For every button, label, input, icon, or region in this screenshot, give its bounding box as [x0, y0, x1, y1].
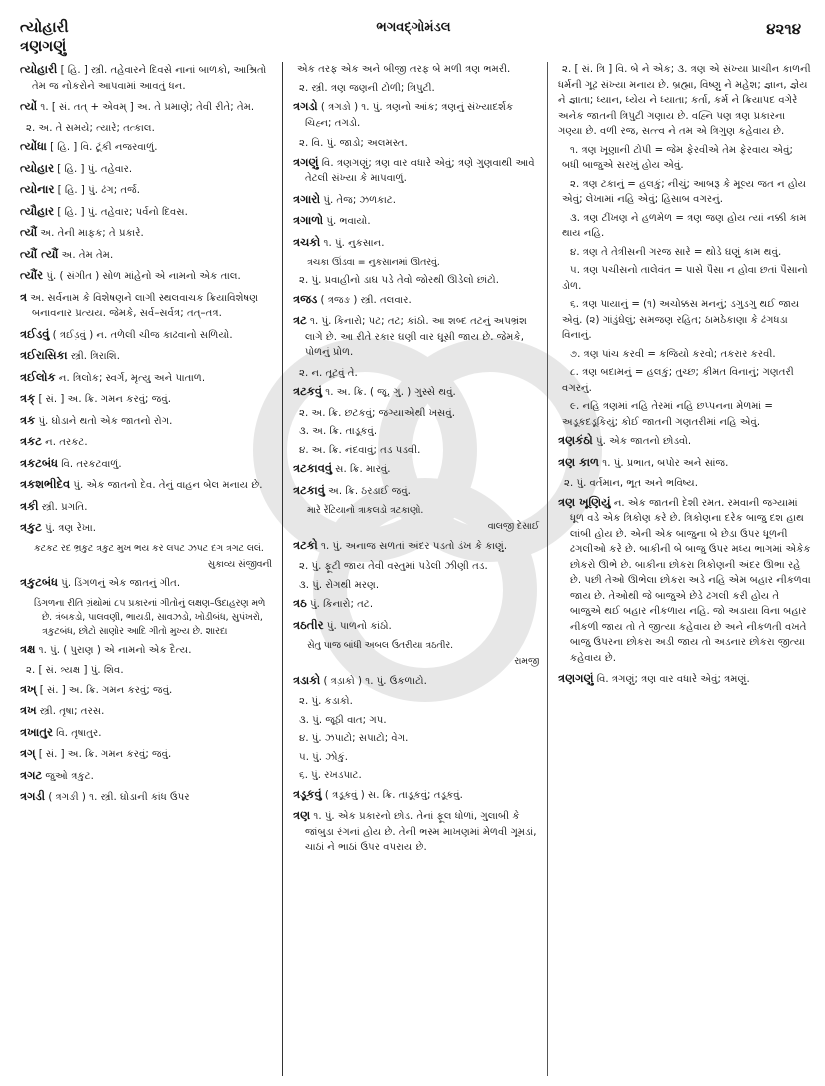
definition: અ. ક્રિ. ઠરડાઈ જવું. [324, 485, 411, 497]
definition: ( ત્રડ઼ાકો ) ૧. પું. ઉકળાટો. [320, 675, 427, 687]
definition: ( ત્રડ઼ૂકવું ) સ. ક્રિ. તાડૂકવું; તડૂકવું. [321, 789, 463, 801]
headword: ત્રખ્ [20, 681, 37, 696]
dictionary-columns [20, 62, 811, 1076]
dictionary-entry [20, 370, 272, 387]
headword: ત્રકી [20, 498, 39, 513]
headword: ત્રડૂકવું [293, 786, 322, 801]
dictionary-entry [20, 62, 272, 94]
definition: અ. સર્વનામ કે વિશેષણને લાગી સ્થલવાચક ક્રિયાવિશેષણ બનાવનાર પ્રત્યય. જેમકે, સર્વ–સર્વત્ર; તત્–તત્ર. [27, 292, 259, 319]
dictionary-entry [293, 99, 539, 131]
definition: વિ. તૃષાતુર. [52, 727, 102, 739]
idiom-entry: ૨. ત્રણ ટકાનું = હલકું; નીચું; આબરૂ કે મૂલ્ય જત ન હોય એવું; લેખામાં નહિ એવું; હિસાબ વગરનું. [562, 178, 807, 205]
definition: પું. એક જાતનો દેવ. તેનું વાહન બેલ મનાય છે. [70, 480, 263, 491]
dictionary-entry [20, 327, 272, 344]
sense-definition: ૪. અ. ક્રિ. નંદવાવું; તડ પડવી. [299, 444, 421, 456]
dictionary-entry [293, 461, 539, 478]
definition: પું. ત્રણ રેખા. [41, 523, 96, 534]
definition: પું. કિનારો; તટ. [306, 599, 374, 610]
dictionary-entry [293, 384, 539, 401]
definition: [ હિ. ] પું. તહેવાર; પર્વનો દિવસ. [54, 206, 188, 218]
sense-definition: ૨. વિ. પું. જાડો; અલમસ્ત. [299, 138, 408, 149]
definition: ( ત્રગઙી ) ૧. સ્ત્રી. ઘોડાની કાંધ ઉપર [45, 792, 190, 803]
headword: ત્રડાકો [293, 672, 321, 687]
citation-author: સુકાવ્ય સંજીવની [207, 558, 272, 570]
definition: સ્ત્રી. તૃષા; તરસ. [36, 706, 105, 717]
headword: ત્યોંધા [20, 139, 47, 153]
headword: ત્રક [20, 412, 36, 427]
sense-definition: ૪. પું. ઝપાટો; સપાટો; વેગ. [299, 733, 409, 744]
headword: ત્રણકંઠો [558, 433, 593, 447]
idiom-entry: ૬. ત્રણ પાયાનું = (૧) અચોક્કસ મનનું; ડગુડગુ થઈ જાય એવું. (૨) ગાંડુંઘેલું; સમજણ રહિત; ઠામઠેકાણા કે ઢંગધડા વિનાનું. [562, 299, 800, 341]
idiom-entry: ૪. ત્રણ તે તેત્રીસની ગરજ સારે = થોડે ઘણું કામ થવું. [570, 246, 782, 258]
dictionary-entry [293, 292, 539, 309]
dictionary-entry [293, 155, 539, 187]
dictionary-entry [558, 433, 811, 450]
dictionary-entry [20, 225, 272, 242]
headword: ત્યોહારી [20, 62, 58, 76]
sense-definition: ૨. અ. ક્રિ. છટકવું; જગ્યાએથી ખસવું. [299, 407, 455, 419]
dictionary-entry [293, 538, 539, 555]
dictionary-entry [20, 575, 272, 592]
headword: ત્રચકો [293, 234, 321, 249]
definition: [ હિ. ] વિ. ટૂંકી નજરવાળું. [46, 142, 158, 153]
definition: ( ત્રજઙ ) સ્ત્રી. તલવાર. [317, 294, 412, 306]
dictionary-entry [20, 290, 272, 322]
dictionary-entry [293, 213, 539, 230]
dictionary-entry [293, 673, 539, 690]
dictionary-entry [293, 313, 539, 361]
dictionary-entry [20, 682, 272, 699]
definition: પું. તેજ; ઝળકાટ. [320, 194, 397, 206]
idiom-entry: ૭. ત્રણ પાંચ કરવી = કજિયો કરવો; તકરાર કરવી. [570, 348, 776, 360]
definition: પું. એક જાતનો છોડવો. [592, 436, 692, 447]
definition: પું. ભવાયો. [323, 216, 371, 227]
definition: પું. પાળનો કાંઠો. [323, 620, 392, 632]
column-right [548, 62, 811, 1076]
headword: ત્રગારો [293, 191, 321, 206]
definition: ૧. પું. કિનારો; પટ; તટ; કાંઠો. આ શબ્દ તટનું અપભ્રંશ લાગે છે. આ રીતે રકાર ઘણી વાર ઘૂસી જાય છે. જેમકે, પોળનું પ્રોળ. [305, 316, 527, 358]
definition: પું. ( સંગીત ) સોળ માંહેનો એ નામનો એક તાલ. [43, 271, 241, 282]
headword: ત્રઈલોક [20, 369, 56, 384]
definition: ૧. પું. નુકસાન. [320, 237, 385, 249]
sense-definition: ૬. પું. રખડપાટ. [299, 770, 362, 781]
sense-definition: ૨. પું. ફૂટી જાય તેવી વસ્તુમાં પડેલી ઝીણી તડ. [299, 561, 488, 572]
sense-definition: ૨. [ સં. ત્ર્યક્ષ ] પું. શિવ. [26, 665, 124, 676]
headword: ત્રઈડવું [20, 326, 50, 341]
headword: ત્રકટ [20, 434, 42, 448]
definition: પું. ડિંગળનું એક જાતનું ગીત. [58, 578, 181, 589]
column-left [20, 62, 282, 1076]
definition: અ. તેની માફક; તે પ્રકારે. [37, 228, 144, 239]
idiom-entry: ૩. ત્રણ ટીંખણ ને હળમેળ = ત્રણ જણ હોય ત્યાં નક્કી કામ થાય નહિ. [562, 212, 807, 239]
headword: ત્રજડ [293, 291, 318, 306]
headword: ત્રકશભીદેવ [20, 477, 71, 491]
headword: ત્રગ્ [20, 746, 36, 760]
dictionary-entry [20, 391, 272, 408]
dictionary-entry [20, 520, 272, 537]
definition: ૧. પું. પ્રભાત, બપોર અને સાંજ. [599, 457, 729, 469]
dictionary-entry [293, 192, 539, 209]
sense-definition: ૩. અ. ક્રિ. તાડૂકવું. [299, 426, 378, 437]
sense-definition: ૫. પું. ઝોકું. [299, 751, 348, 763]
definition: ( ત્રગઙો ) ૧. પું. ત્રણનો આંક; ત્રણનું સંખ્યાદર્શક ચિહ્ન; તગડો. [305, 102, 514, 129]
sense-definition: ૨. ન. તૂટવું તે. [299, 367, 358, 379]
dictionary-entry [20, 456, 272, 473]
dictionary-entry [20, 642, 272, 659]
headword: ત્રકુટબંધ [20, 575, 59, 589]
headword: ત્રણ કાળ [558, 454, 600, 469]
dictionary-entry [20, 703, 272, 720]
citation-author: વાલજી દેસાઈ [487, 521, 539, 532]
headword: ત્રખ [20, 703, 37, 717]
idiom-entry: ૮. ત્રણ બદામનું = હલકું; તુચ્છ; કીમત વિનાનું; ગણતરી વગરનું. [562, 367, 794, 394]
sense-definition: ૨. પું. વર્તમાન, ભૂત અને ભવિષ્ય. [564, 478, 698, 489]
dictionary-entry [20, 99, 272, 116]
page-number: ૪૨૧૪ [766, 20, 801, 38]
headword: ત્યૌં ત્યૌં [20, 246, 59, 261]
citation-quote: ડિંગળના રીતિ ગ્રંથોમાં ૮૫ પ્રકારનાં ગીતોનું લક્ષણ–ઉદાહરણ મળે છે. ત્રંબકડો, પાલવણી, ભાયડી, સાવઝડો, ખોડીબંધ, સુપંખરો, ત્રકુટબંધ, છોટો સાણોર આદિ ગીતો મુખ્ય છે. શારદા [34, 597, 266, 637]
headword: ત્યૌં [20, 225, 38, 239]
headword: ત્રકટબંધ [20, 455, 59, 470]
citation-quote: સેતુ પાજ બાંધી અબલ ઉતરીયા ત્રઠતીર. [307, 640, 454, 651]
dictionary-entry [20, 348, 272, 365]
dictionary-entry [20, 182, 272, 199]
dictionary-entry [20, 247, 272, 264]
citation-quote: કટકટ રદ ભ્રકુટ ત્રકુટ મુખ ભય કર લપટ ઝપટ દગ ત્રગટ લલં. [34, 542, 264, 554]
dictionary-entry [20, 413, 272, 430]
citation-quote: ત્રચકા ઊંડવા = નુકસાનમાં ઊતરવું. [307, 257, 440, 268]
definition: વિ. ત્રગણું; ત્રણ વાર વધારે એવું; ત્રમણું. [593, 674, 750, 685]
definition: જુઓ ત્રકુટ. [42, 770, 94, 782]
definition: [ હિ. ] સ્ત્રી. તહેવારને દિવસે નાનાં બાળકો, આશ્રિતો તેમ જ નોકરોને આપવામાં આવતું ધન. [32, 65, 267, 92]
definition: સ્ત્રી. પ્રગતિ. [38, 501, 88, 513]
dictionary-entry [20, 204, 272, 221]
headword: ત્રણ [293, 808, 311, 822]
dictionary-entry [293, 618, 539, 635]
dictionary-entry [558, 455, 811, 472]
headword: ત્રટકાવવું [293, 461, 333, 475]
running-title: ભગવદ્ગોમંડલ [376, 20, 451, 35]
headword: ત્રકુટ [20, 520, 42, 534]
headword: ત્રગડી [20, 789, 46, 803]
sense-definition: ૩. પું. જૂઠી વાત; ગપ. [299, 714, 387, 726]
dictionary-entry [20, 161, 272, 178]
headword: ત્રણ ખૂણિયું [558, 494, 611, 509]
guide-word-first: ત્યોહારી [20, 18, 69, 36]
citation-quote: મારે રેંટિયાનો ત્રાકલડો ત્રટકાણો. [307, 505, 424, 516]
headword: ત્રટકાવું [293, 482, 325, 497]
headword: ત્યૌહાર [20, 203, 55, 218]
sense-definition: ૨. પું. પ્રવાહીનો ડાઘ પડે તેવો જોરથી ઊડેલો છાંટો. [299, 275, 499, 286]
headword: ત્યોહાર [20, 160, 55, 175]
headword: ત્યોનાર [20, 182, 55, 196]
definition: સ. ક્રિ. મારવું. [332, 464, 391, 475]
definition: ( ત્રઈડ઼વું ) ન. તળેલી ચીજ કાઢવાનો સળિયો. [49, 329, 233, 341]
definition: [ સં. ] અ. ક્રિ. ગમન કરવું; જવું. [35, 394, 171, 405]
idiom-entry: ૯. નહિ ત્રણમાં નહિ તેરમાં નહિ છપ્પનના મેળમાં = અડૂકદડૂકિયું; કોઈ જાતની ગણતરીમાં નહિ એવું. [562, 401, 773, 428]
definition: [ હિ. ] પું. ઢંગ; તર્જ. [54, 185, 141, 196]
page-header [20, 18, 807, 62]
headword: ત્રક્ષ [20, 641, 36, 656]
sense-definition: ૨. સ્ત્રી. ત્રણ જણની ટોળી; ત્રિપુટી. [299, 82, 435, 94]
continued-text: એક તરફ એક અને બીજી તરફ બે મળી ત્રણ ભમરી. [297, 64, 511, 75]
definition: [ હિ. ] પું. તહેવાર. [54, 163, 133, 175]
dictionary-entry [20, 434, 272, 451]
headword: ત્રગડો [293, 99, 318, 113]
headword: ત્યૌંર [20, 268, 44, 282]
headword: ત્રટકવું [293, 384, 323, 398]
definition: વિ. ત્રણગણું; ત્રણ વાર વધારે એવું; ત્રણે ગુણવાથી આવે તેટલી સંખ્યા કે માપવાળું. [305, 157, 535, 184]
dictionary-entry [20, 499, 272, 516]
headword: ત્રઠતીર [293, 617, 324, 632]
headword: ત્રગટ [20, 767, 43, 782]
dictionary-entry [20, 768, 272, 785]
definition: ૧. [ સં. તત્ + એવમ્ ] અ. તે પ્રમાણે; તેવી રીતે; તેમ. [37, 102, 255, 113]
dictionary-entry [20, 789, 272, 806]
sense-definition: ૨. અ. તે સમયે; ત્યારે; તત્કાલ. [26, 122, 155, 134]
definition: ન. ત્રિલોક; સ્વર્ગ, મૃત્યુ અને પાતાળ. [55, 372, 206, 384]
dictionary-entry [20, 268, 272, 285]
definition: અ. તેમ તેમ. [58, 249, 114, 261]
definition: પું. ઘોડાને થતો એક જાતનો રોગ. [35, 415, 173, 427]
headword: ત્રટ [293, 313, 307, 327]
column-middle [282, 62, 548, 1076]
definition: ૧. પું. ( પુરાણ ) એ નામનો એક દૈત્ય. [35, 644, 192, 656]
headword: ત્રગણું [293, 154, 319, 169]
idiom-entry: ૧. ત્રણ ખૂણાની ટોપી = જેમ ફેરવીએ તેમ ફેરવાય એવું; બધી બાજુએ સરખું હોય એવું. [562, 144, 793, 171]
definition: ૧. પું. અનાજ સળતાં અંદર પડતો ડંખ કે કાણું. [317, 540, 508, 552]
headword: ત્યોં [20, 99, 38, 113]
definition: [ સં. ] અ. ક્રિ. ગમન કરવું; જવું. [36, 684, 173, 696]
headword: ત્રખાતુર [20, 724, 53, 739]
dictionary-entry [20, 139, 272, 156]
definition: ૧. અ. ક્રિ. ( જૂ. ગુ. ) ગુસ્સે થવું. [322, 387, 456, 398]
dictionary-entry [558, 671, 811, 688]
headword: ત્ર [20, 289, 28, 304]
dictionary-entry [558, 495, 811, 667]
dictionary-entry [293, 808, 539, 856]
headword: ત્રગાળો [293, 213, 324, 227]
headword: ત્રઈરાસિકા [20, 348, 68, 362]
idiom-entry: ૫. ત્રણ પચીસનો તાલેવંત = પાસે પૈસા ન હોવા છતાં પૈસાનો ડોળ. [562, 265, 808, 292]
continued-text: ૨. [ સં. ત્રિ ] વિ. બે ને એક; ૩. ત્રણ એ સંખ્યા પ્રાચીન કાળની ધર્મની ગૂઢ સંખ્યા મનાય છે. બ્રહ્મા, વિષ્ણુ ને મહેશ; જ્ઞાન, જ્ઞેય ને જ્ઞાતા; ધ્યાન, ધ્યેય ને ધ્યાતા; કર્તા, કર્મ ને ક્રિયાપદ વગેરે અનેક જાતની ત્રિપુટી ગણાય છે. વહ્નિ પણ ત્રણ પ્રકારના ગણ્યા છે. વળી રજ, સત્ત્વ ને તમ એ ત્રિગુણ કહેવાય છે. [558, 64, 811, 137]
citation-author: રામજી [514, 656, 539, 667]
definition: ૧. પું. એક પ્રકારનો છોડ. તેનાં ફૂલ ધોળાં, ગુલાબી કે જાંબુડા રંગનાં હોય છે. તેની ભસ્મ માખણમાં મેળવી ગૂમડાં, ચાઠાં ને ભાઠાં ઉપર વપરાય છે. [305, 811, 537, 853]
headword: ત્રઠ [293, 596, 307, 610]
dictionary-entry [293, 596, 539, 613]
dictionary-entry [20, 725, 272, 742]
definition: વિ. તરકટવાળું. [58, 458, 122, 470]
headword: ત્રક્ [20, 391, 36, 405]
definition: [ સં. ] અ. ક્રિ. ગમન કરવું; જવું. [35, 749, 172, 760]
dictionary-entry [20, 746, 272, 763]
definition: ન. એક જાતની દેશી રમત. રમવાની જગ્યામાં ધૂળ વડે એક ત્રિકોણ કરે છે. ત્રિકોણના દરેક બાજુ દશ હાથ લાંબી હોય છે. એની એક બાજુના બે છેડા ઉપર ધૂળની ઢગલીઓ કરે છે. બાકીની બે બાજુ ઉપર મધ્ય ભાગમાં એકેક છોકરો ઊભે છે. બાકીના છોકરા ત્રિકોણની અંદર ઊભા રહે છે. પછી તેઓ ઊભેલા છોકરા અડે નહિ એમ બહાર નીકળવા જાય છે. તેઓથી જે બાજુએ છેડે ઢગલી કરી હોય તે બાજુએ થઈ બહાર નીકળાય નહિ. જો અડાયા વિના બહાર નીકળી જાય તો તે જીત્યા કહેવાય છે અને નીકળતી વખતે બાજુ ઉપરના છોકરા અડી જાય તો અડનાર છોકરા જીત્યા કહેવાય છે. [570, 497, 811, 664]
headword: ત્રટકો [293, 537, 318, 552]
definition: સ્ત્રી. ત્રિરાશિ. [67, 351, 120, 362]
dictionary-entry [293, 787, 539, 804]
dictionary-entry [20, 477, 272, 494]
definition: ન. તરકટ. [41, 437, 88, 448]
sense-definition: ૨. પું. કડાકો. [299, 696, 353, 707]
dictionary-entry [293, 483, 539, 500]
guide-word-last: ત્રણગણું [20, 37, 67, 55]
dictionary-entry [293, 235, 539, 252]
headword: ત્રણગણું [558, 671, 594, 685]
sense-definition: ૩. પું. રોગથી મરણ. [299, 579, 380, 591]
